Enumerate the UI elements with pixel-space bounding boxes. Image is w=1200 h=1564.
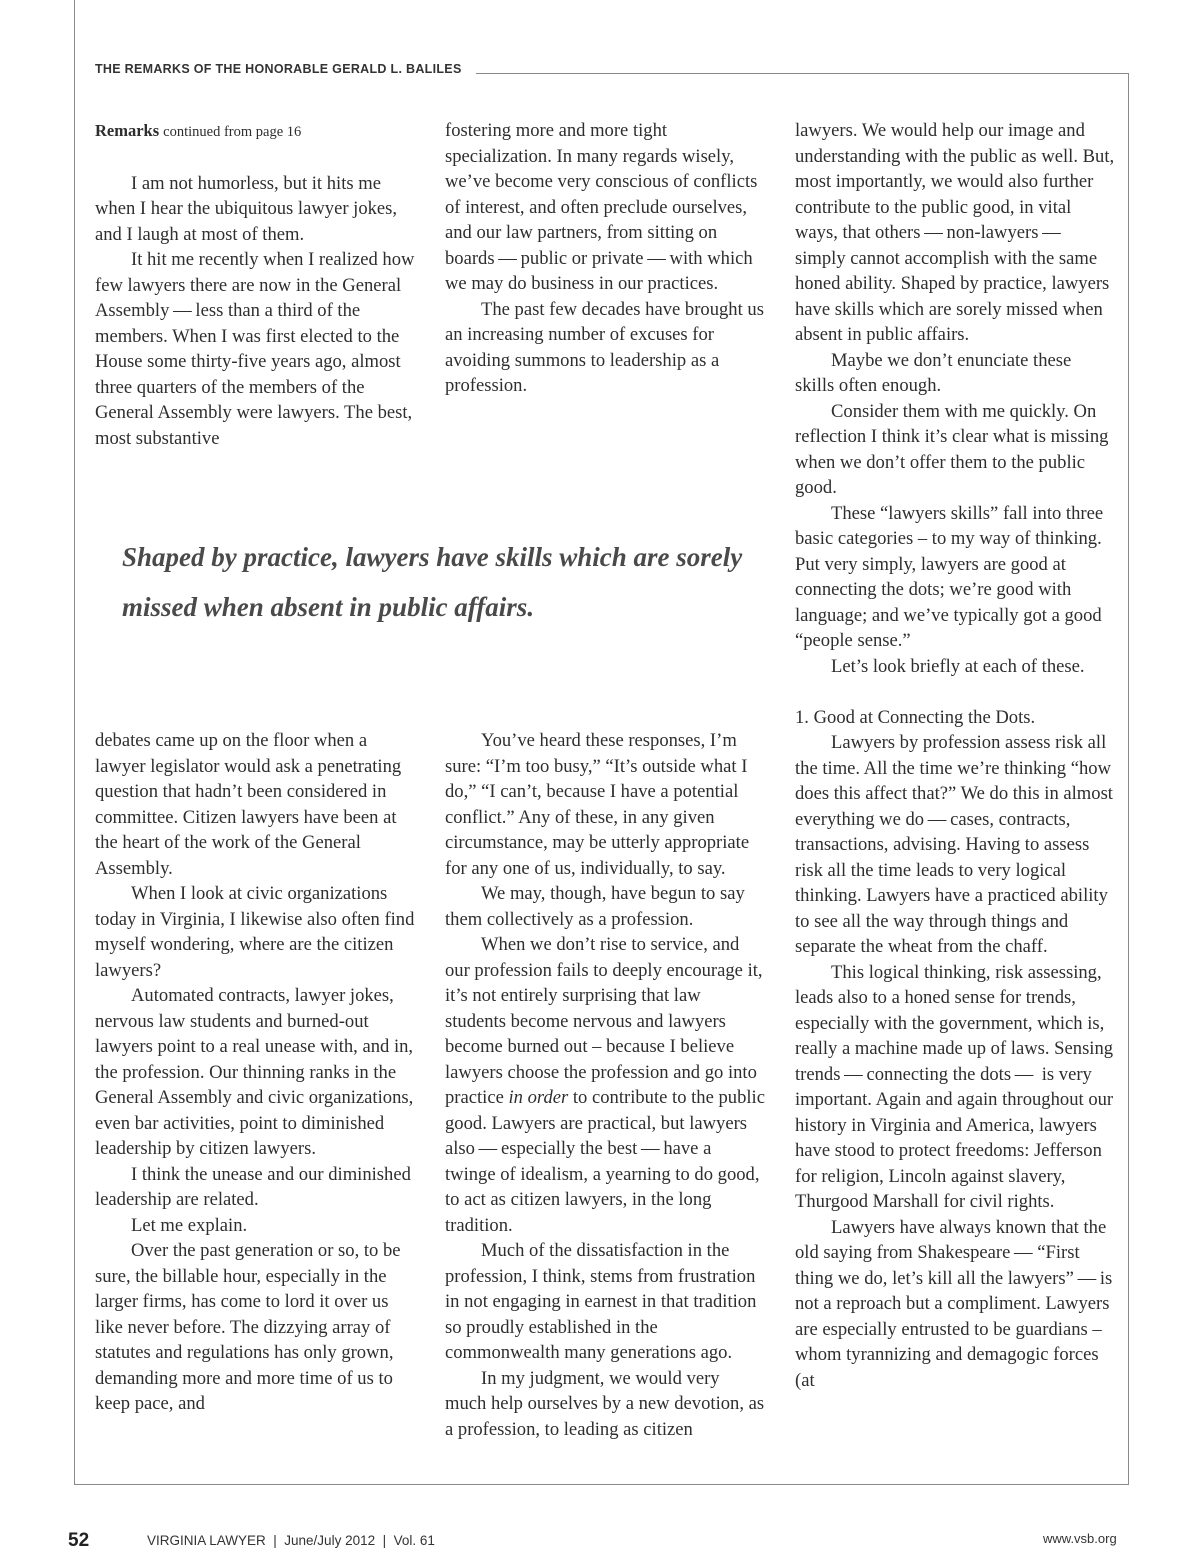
paragraph: This logical thinking, risk assessing, leads also to a honed sense for trends, especially with the government, which is, really a machine made up of laws. Sensing trends — connecting the dots — is very important. Again and again throughout our history in Virginia and America, lawyers have stood to protect freedoms: Jefferson for religion, Lincoln against slavery, Thurgood Marshall for civil rights. [795, 961, 1114, 1212]
paragraph: Automated contracts, lawyer jokes, nervous law students and burned-out lawyers point to a real unease with, and in, the profession. Our thinning ranks in the General Assembly and civic organizations, even bar activities, point to diminished leadership by citizen lawyers. [95, 985, 414, 1159]
paragraph: The past few decades have brought us an increasing number of excuses for avoiding summons to leadership as a profession. [445, 298, 764, 396]
emphasis-text: in order [508, 1087, 569, 1108]
paragraph: lawyers. We would help our image and understanding with the public as well. But, most importantly, we would also further contribute to the public good, in vital ways, that others — non-lawyers — simply cannot accomplish with the same honed ability. Shaped by practice, lawyers have skills which are sorely missed when absent in public affairs. [795, 120, 1115, 345]
paragraph-text: When we don’t rise to service, and our profession fails to deeply encourage it, it’s not entirely surprising that law students become nervous and lawyers become burned out – because I believe lawyers choose the profession and go into practice [445, 934, 763, 1108]
pull-quote: Shaped by practice, lawyers have skills which are sorely missed when absent in public affairs. [122, 542, 743, 622]
paragraph: Let me explain. [131, 1214, 248, 1236]
paragraph: Over the past generation or so, to be sure, the billable hour, especially in the larger firms, has come to lord it over us like never before. The dizzying array of statutes and regulations has only grown, demanding more and more time of us to keep pace, and [95, 1240, 401, 1414]
page-number: 52 [68, 1530, 90, 1551]
frame-left-rule [74, 0, 75, 1484]
publication-text: VIRGINIA LAWYER | June/July 2012 | Vol. 61 [147, 1533, 435, 1548]
paragraph: Lawyers by profession assess risk all the time. All the time we’re thinking “how does this affect that?” We do this in almost everything we do — cases, contracts, transactions, advising. Having to assess risk all the time leads to very logical thinking. Lawyers have a practiced ability to see all the way through things and separate the wheat from the chaff. [795, 732, 1113, 957]
paragraph: Let’s look briefly at each of these. [831, 655, 1085, 677]
paragraph: You’ve heard these responses, I’m sure: “I’m too busy,” “It’s outside what I do,” “I can’t, because I have a potential conflict.” Any of these, in any given circumstance, may be utterly appropriate for any one of us, individually, to say. [445, 730, 750, 879]
paragraph: These “lawyers skills” fall into three basic categories – to my way of thinking. Put very simply, lawyers are good at connecting the dots; we’re good with language; and we’ve typically got a good “people sense.” [795, 502, 1104, 651]
header-rule [476, 73, 1129, 74]
paragraph: When I look at civic organizations today in Virginia, I likewise also often find myself wondering, where are the citizen lawyers? [95, 883, 415, 981]
continued-note: continued from page 16 [163, 124, 302, 140]
paragraph-text: to contribute to the public good. Lawyers are practical, but lawyers also — especially the best — have a twinge of idealism, a yearning to do good, to act as citizen lawyers, in the long tradition. [445, 1087, 765, 1236]
column-2-top [445, 118, 765, 399]
paragraph: debates came up on the floor when a lawyer legislator would ask a penetrating question that hadn’t been considered in committee. Citizen lawyers have been at the heart of the work of the General Assembly. [95, 730, 402, 879]
paragraph: I think the unease and our diminished leadership are related. [95, 1163, 411, 1210]
paragraph: Much of the dissatisfaction in the profession, I think, stems from frustration in not engaging in earnest in that tradition so proudly established in the commonwealth many generations ago. [445, 1240, 757, 1363]
publication-info [147, 1533, 435, 1548]
column-1-bottom [95, 728, 415, 1417]
paragraph: fostering more and more tight specialization. In many regards wisely, we’ve become very conscious of conflicts of interest, and often preclude ourselves, and our law partners, from sitting on boards — public or private — with which we may do business in our practices. [445, 120, 758, 294]
paragraph: We may, though, have begun to say them collectively as a profession. [445, 883, 745, 930]
paragraph: It hit me recently when I realized how few lawyers there are now in the General Assembly — less than a third of the members. When I was first elected to the House some thirty-five years ago, almost three quarters of the members of the General Assembly were lawyers. The best, most substantive [95, 249, 415, 449]
frame-bottom-rule [74, 1484, 1129, 1485]
remarks-label: Remarks [95, 121, 160, 140]
paragraph: Lawyers have always known that the old saying from Shakespeare — “First thing we do, let’s kill all the lawyers” — is not a reproach but a compliment. Lawyers are especially entrusted to be guardians – whom tyrannizing and demagogic forces (at [795, 1216, 1113, 1391]
paragraph: Consider them with me quickly. On reflection I think it’s clear what is missing when we don’t offer them to the public good. [795, 400, 1109, 498]
section-heading: 1. Good at Connecting the Dots. [795, 706, 1036, 728]
website-link[interactable]: www.vsb.org [1043, 1531, 1117, 1546]
remarks-continued-line [95, 118, 415, 146]
paragraph: In my judgment, we would very much help ourselves by a new devotion, as a profession, to leading as citizen [445, 1367, 765, 1440]
paragraph: Maybe we don’t enunciate these skills often enough. [795, 349, 1072, 396]
column-2-bottom [445, 728, 765, 1442]
running-header: THE REMARKS OF THE HONORABLE GERALD L. BALILES [95, 62, 462, 76]
paragraph: I am not humorless, but it hits me when I hear the ubiquitous lawyer jokes, and I laugh at most of them. [95, 172, 398, 245]
frame-right-rule [1128, 73, 1129, 1484]
paragraph [445, 932, 765, 1238]
column-3 [795, 118, 1115, 1393]
column-1-top [95, 118, 415, 451]
spacer [795, 679, 1115, 705]
